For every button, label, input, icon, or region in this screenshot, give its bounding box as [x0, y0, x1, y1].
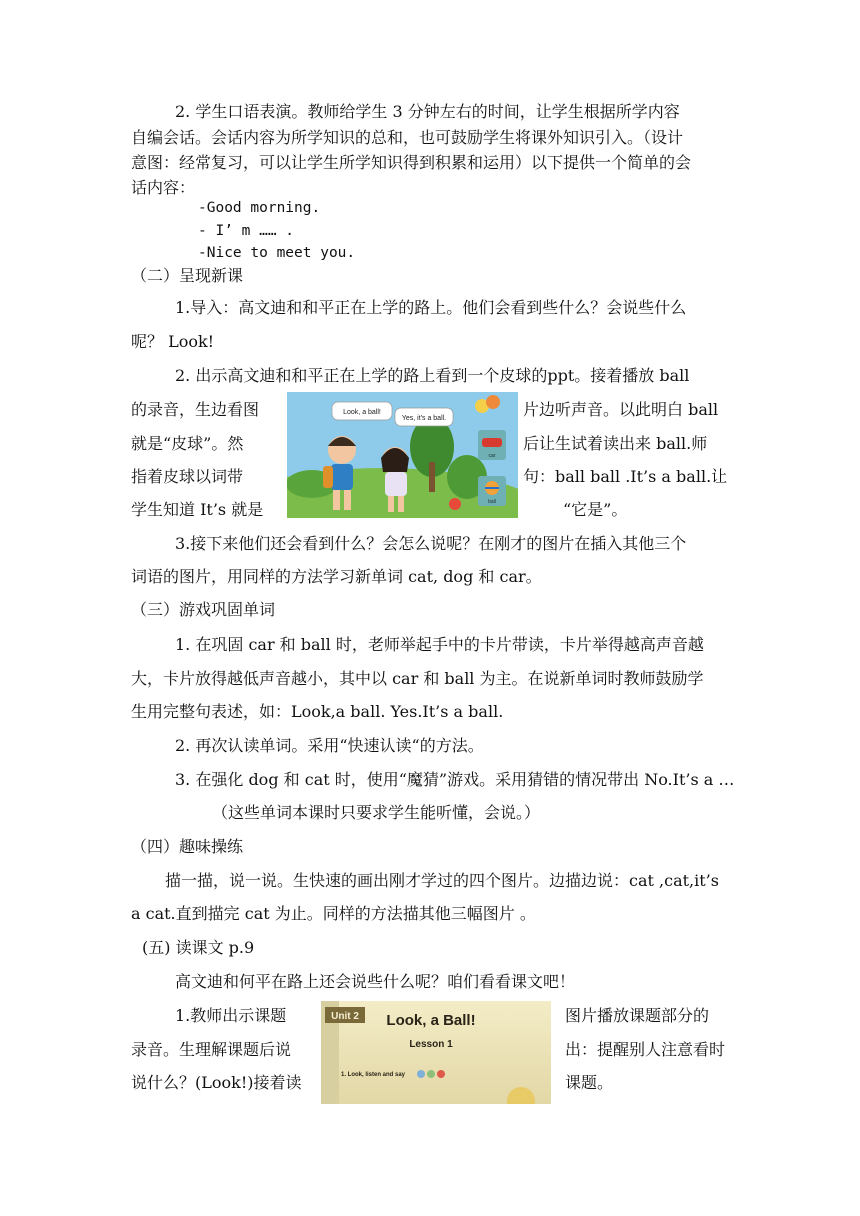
paragraph-line: 2. 再次认读单词。采用“快速认读“的方法。 — [175, 736, 484, 755]
wrap-text-right: “它是”。 — [563, 500, 628, 519]
lesson-title: Look, a Ball! — [386, 1012, 476, 1029]
paragraph-line: 话内容： — [131, 178, 196, 197]
section-heading: （二）呈现新课 — [131, 266, 244, 285]
wrap-text-left: 就是“皮球”。然 — [131, 434, 244, 453]
textbook-illustration-children-ball — [287, 392, 518, 518]
paragraph-line: 高文迪和何平在路上还会说些什么呢？咱们看看课文吧！ — [175, 972, 576, 991]
section-heading: （三）游戏巩固单词 — [131, 600, 276, 619]
paragraph-line: 2. 学生口语表演。教师给学生 3 分钟左右的时间，让学生根据所学内容 — [175, 102, 680, 121]
wrap-text-left: 的录音，生边看图 — [131, 400, 260, 419]
task-icon-say — [437, 1070, 445, 1078]
task-label: 1. Look, listen and say — [341, 1072, 406, 1078]
dialog-line: -Nice to meet you. — [198, 245, 356, 261]
paragraph-line: 词语的图片，用同样的方法学习新单词 cat, dog 和 car。 — [131, 567, 542, 586]
wrap-text-right: 课题。 — [565, 1073, 614, 1092]
wrap-text-left: 说什么？(Look!)接着读 — [131, 1073, 302, 1092]
section-heading: (五) 读课文 p.9 — [142, 938, 255, 957]
card-ball-label: ball — [488, 499, 496, 505]
paragraph-line: 1.导入：高文迪和和平正在上学的路上。他们会看到些什么？会说些什么 — [175, 298, 687, 317]
textbook-title-image — [321, 1001, 551, 1104]
card-car-label: car — [488, 453, 496, 459]
task-icon-look — [427, 1070, 435, 1078]
paragraph-line: 意图：经常复习，可以让学生所学知识得到积累和运用）以下提供一个简单的会 — [131, 153, 692, 172]
note-line: （这些单词本课时只要求学生能听懂，会说。） — [212, 803, 541, 822]
unit-label: Unit 2 — [331, 1011, 359, 1022]
dialog-line: -Good morning. — [198, 200, 321, 216]
paragraph-line: 描一描，说一说。生快速的画出刚才学过的四个图片。边描边说：cat ,cat,it’s — [165, 871, 719, 890]
bubble-right-text: Yes, it's a ball. — [401, 415, 447, 422]
wrap-text-left: 录音。生理解课题后说 — [131, 1040, 292, 1059]
bubble-left-text: Look, a ball! — [343, 409, 381, 416]
paragraph-line: 2. 出示高文迪和和平正在上学的路上看到一个皮球的ppt。接着播放 ball — [175, 366, 690, 385]
section-heading: （四）趣味操练 — [131, 837, 244, 856]
paragraph-line: a cat.直到描完 cat 为止。同样的方法描其他三幅图片 。 — [131, 904, 536, 923]
lesson-number: Lesson 1 — [409, 1039, 453, 1050]
dialog-line: - I’ m …… . — [198, 223, 295, 239]
wrap-text-left: 1.教师出示课题 — [175, 1006, 287, 1025]
wrap-text-left: 指着皮球以词带 — [131, 467, 244, 486]
paragraph-line: 3. 在强化 dog 和 cat 时，使用“魔猜”游戏。采用猜错的情况带出 No.It’s a … — [175, 770, 735, 789]
task-icon-listen — [417, 1070, 425, 1078]
wrap-text-right: 图片播放课题部分的 — [565, 1006, 710, 1025]
wrap-text-right: 片边听声音。以此明白 ball — [523, 400, 719, 419]
wrap-text-right: 出：提醒别人注意看时 — [565, 1040, 726, 1059]
paragraph-line: 1. 在巩固 car 和 ball 时，老师举起手中的卡片带读，卡片举得越高声音越 — [175, 635, 704, 654]
wrap-text-left: 学生知道 It’s 就是 — [131, 500, 264, 519]
paragraph-line: 大，卡片放得越低声音越小，其中以 car 和 ball 为主。在说新单词时教师鼓励学 — [131, 669, 704, 688]
paragraph-line: 3.接下来他们还会看到什么？会怎么说呢？在刚才的图片在插入其他三个 — [175, 534, 687, 553]
paragraph-line: 呢？ Look! — [131, 332, 215, 351]
wrap-text-right: 句：ball ball .It’s a ball.让 — [523, 467, 728, 486]
paragraph-line: 生用完整句表述，如：Look,a ball. Yes.It’s a ball. — [131, 702, 504, 721]
paragraph-line: 自编会话。会话内容为所学知识的总和，也可鼓励学生将课外知识引入。（设计 — [131, 128, 684, 147]
wrap-text-right: 后让生试着读出来 ball.师 — [523, 434, 708, 453]
